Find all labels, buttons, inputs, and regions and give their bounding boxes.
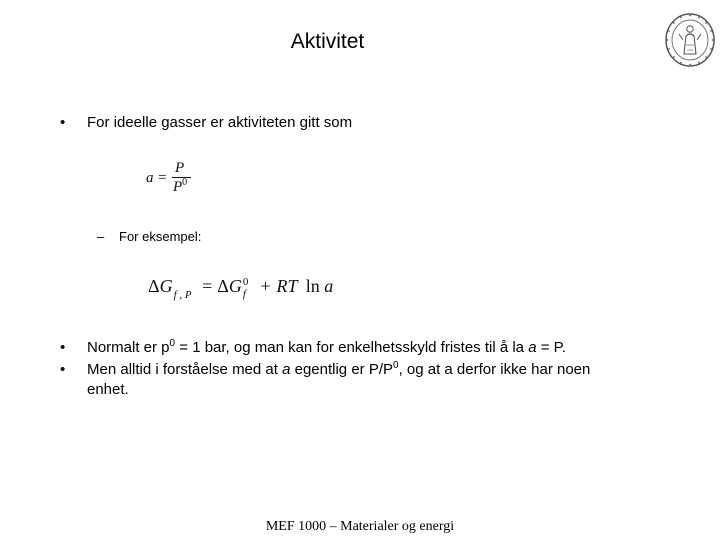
eq-g-2: G bbox=[228, 276, 242, 296]
bullet-marker: • bbox=[60, 114, 66, 131]
sub-bullet-marker: – bbox=[97, 229, 105, 244]
bullet-text: For ideelle gasser er aktiviteten gitt som bbox=[87, 114, 353, 131]
bullet-marker: • bbox=[60, 361, 66, 378]
slide-title: Aktivitet bbox=[290, 30, 365, 53]
eq-delta-2: Δ bbox=[217, 276, 229, 296]
eq-g: G bbox=[159, 276, 173, 296]
bullet-marker: • bbox=[60, 339, 66, 356]
eq-variable-a: a bbox=[146, 170, 154, 186]
university-seal-icon bbox=[664, 12, 716, 68]
eq-denominator: $P^0$ bbox=[173, 177, 188, 195]
eq-ln: ln bbox=[305, 276, 320, 296]
eq-a: a bbox=[324, 276, 334, 296]
eq-rt: RT bbox=[276, 276, 298, 296]
eq-plus: + bbox=[260, 276, 271, 296]
sub-bullet-text: For eksempel: bbox=[119, 229, 202, 244]
eq-equals: = bbox=[158, 170, 167, 186]
eq-numerator: P bbox=[175, 160, 185, 176]
slide-footer: MEF 1000 – Materialer og energi bbox=[265, 519, 455, 534]
eq-equals-2: = bbox=[202, 276, 213, 296]
bullet-text: Men alltid i forståelse med at a egentlig er $P/P^0$, og at a derfor ikke har noen enhet. bbox=[87, 360, 591, 398]
equation-gibbs bbox=[148, 276, 334, 301]
eq-subscript: f , P bbox=[173, 289, 192, 301]
bullet-text: Normalt er $p^0 = 1$ bar, og man kan for enkelhetsskyld fristes til å la a = P. bbox=[87, 338, 566, 356]
eq-delta: Δ bbox=[148, 276, 160, 296]
eq-super-sub: 0 f bbox=[242, 276, 249, 300]
